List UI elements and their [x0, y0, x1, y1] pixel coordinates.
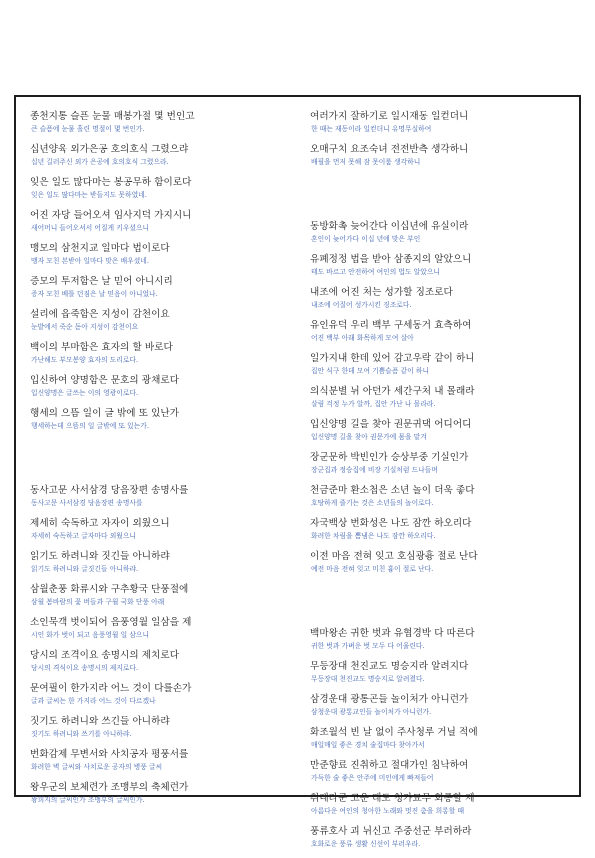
verse-translation: 화려한 벽 글씨와 사치로운 공자의 병풍 글씨	[31, 763, 163, 771]
verse-translation: 자세히 숙독하고 글자마다 외웠으니	[31, 532, 136, 540]
verse-translation: 가난해도 부모봉양 효자의 도리로다.	[31, 356, 139, 364]
verse-line: 풍류호사 괴 뉘신고 주중선군 부러하라	[310, 826, 472, 837]
verse-entry	[30, 176, 302, 209]
verse-entry	[30, 781, 302, 814]
verse-entry	[30, 374, 302, 407]
verse-line: 백이의 부마함은 효자의 할 바로다	[30, 342, 173, 353]
verse-translation: 입신양명 길을 찾아 권문가에 몸을 맡겨	[311, 433, 427, 441]
verse-entry	[310, 550, 570, 583]
verse-entry	[30, 583, 302, 616]
verse-translation: 귀한 벗과 가벼운 벗 모두 다 어울린다.	[311, 642, 425, 650]
verse-line: 장군문하 박빈인가 승상부중 기실인가	[310, 452, 469, 463]
verse-entry	[310, 385, 570, 418]
verse-translation: 당시의 격식이요 송명시의 제지로다.	[31, 664, 139, 672]
verse-translation: 장군집과 정승집에 비장 기실처럼 드나들며	[311, 466, 438, 474]
verse-translation: 한 때는 재동이라 일컫더니 유명무실하여	[311, 125, 432, 133]
verse-entry	[30, 275, 302, 308]
verse-translation: 십년 길러주신 외가 은공에 호의호식 그렸으라.	[31, 158, 169, 166]
verse-translation: 입신양명은 글쓰는 이의 영광이로다.	[31, 389, 139, 397]
verse-line: 무등장대 천진교도 명승지라 알려지다	[310, 661, 469, 672]
verse-entry	[30, 341, 302, 374]
verse-line: 입신양명 길을 찾아 권문귀댁 어디어디	[310, 419, 472, 430]
verse-entry	[310, 253, 570, 286]
verse-line: 삼월춘풍 화류시와 구추황국 단풍절에	[30, 584, 189, 595]
verse-translation: 왕희지의 글씨인가 조맹부의 글씨인가.	[31, 796, 145, 804]
verse-translation: 시인 화가 벗이 되고 음풍영월 일 삼으니	[31, 631, 150, 639]
verse-line: 여러가지 잘하기로 일시재동 일컫더니	[310, 111, 469, 122]
verse-translation: 무등장대 천진교도 명승지로 알려졌다.	[311, 675, 425, 683]
verse-line: 읽기도 하려니와 짓긴들 아니하랴	[30, 551, 170, 562]
verse-entry	[310, 660, 570, 693]
verse-entry	[30, 649, 302, 682]
verse-line: 이전 마음 전혀 잊고 호심광흉 절로 난다	[310, 551, 478, 562]
verse-entry	[30, 242, 302, 275]
verse-line: 번화감제 무변서와 사치공자 평풍서를	[30, 749, 189, 760]
verse-line: 증모의 투저함은 날 믿어 아니시리	[30, 276, 173, 287]
verse-translation: 동사고문 사서삼경 당음장편 송명사를	[31, 499, 143, 507]
verse-line: 입신하여 양명함은 문호의 광채로다	[30, 375, 180, 386]
left-column	[30, 110, 302, 814]
verse-translation: 내조에 어질어 성가시킨 징조로다.	[311, 301, 412, 309]
verse-entry	[310, 110, 570, 143]
verse-line: 당시의 조격이요 송명시의 제치로다	[30, 650, 180, 661]
verse-line: 십년양육 외가은공 호의호식 그렸으랴	[30, 144, 189, 155]
verse-line: 유폐정정 법을 받아 삼종지의 알았으니	[310, 254, 472, 265]
verse-translation: 매일매일 좋은 경치 술집마다 찾아가서	[311, 741, 425, 749]
verse-translation: 예전 마음 전혀 잊고 미친 흉이 절로 난다.	[311, 565, 434, 573]
verse-entry	[310, 759, 570, 792]
verse-translation: 글과 글씨는 한 가지라 어느 것이 다르겠나	[31, 697, 156, 705]
verse-entry	[310, 693, 570, 726]
verse-translation: 호탕하게 즐기는 것은 소년들의 놀이로다.	[311, 499, 434, 507]
verse-translation: 태도 바르고 안전하여 여인의 법도 알았으니	[311, 268, 440, 276]
verse-line: 짓기도 하려니와 쓰긴들 아니하랴	[30, 716, 170, 727]
verse-line: 의식분별 뉘 아던가 세간구처 내 몰래라	[310, 386, 475, 397]
verse-line: 동방화촉 늦어간다 이십년에 유실이라	[310, 221, 469, 232]
verse-line: 맹모의 삼천지교 일마다 법이로다	[30, 243, 170, 254]
verse-entry	[30, 550, 302, 583]
verse-entry	[310, 143, 570, 176]
verse-entry	[30, 484, 302, 517]
verse-line: 행세의 으뜸 일이 글 밖에 또 있난가	[30, 408, 180, 419]
verse-translation: 화려한 차림을 뽐냄은 나도 잠깐 하오리다.	[311, 532, 436, 540]
verse-line: 취대라군 고운 태도 청가묘무 회롱할 제	[310, 793, 475, 804]
verse-line: 종천지통 슬픈 눈물 매봉가절 몇 번인고	[30, 111, 195, 122]
verse-line: 소인묵객 벗이되어 음풍영월 일삼을 제	[30, 617, 192, 628]
verse-line: 화조월석 빈 날 없이 주사청루 거닐 적에	[310, 727, 478, 738]
verse-line: 오매구치 요조숙녀 전전반측 생각하니	[310, 144, 469, 155]
verse-line: 만준향료 진취하고 절대가인 침낙하여	[310, 760, 469, 771]
verse-line: 왕우군의 보체련가 조맹부의 축체런가	[30, 782, 189, 793]
verse-line: 동사고문 사서삼경 당음장편 송명사를	[30, 485, 189, 496]
verse-line: 천금준마 환소첩은 소년 놀이 더욱 좋다	[310, 485, 475, 496]
verse-translation: 짓기도 하려니와 쓰기를 아니하랴.	[31, 730, 132, 738]
verse-translation: 삼월 봄바람의 꽃 버들과 구월 국화 단풍 아래	[31, 598, 165, 606]
verse-line: 문여필이 한가지라 어느 것이 다를손가	[30, 683, 192, 694]
verse-translation: 아름다운 여인의 청아한 노래와 멋진 춤을 희롱할 때	[311, 807, 465, 815]
verse-translation: 배필을 먼저 못해 잠 못이룸 생각하니	[311, 158, 421, 166]
verse-entry	[30, 748, 302, 781]
verse-line: 내조에 어진 처는 성가할 징조로다	[310, 287, 453, 298]
verse-line: 백마왕손 귀한 벗과 유협경박 다 따른다	[310, 628, 475, 639]
verse-entry	[30, 308, 302, 341]
verse-entry	[310, 517, 570, 550]
verse-line: 제세히 숙독하고 자자이 외웠으니	[30, 518, 170, 529]
verse-translation: 증자 모친 베틀 던짐은 날 믿음이 아니었나.	[31, 290, 158, 298]
verse-translation: 가득한 술 좋은 안주에 미인에게 빠져들어	[311, 774, 434, 782]
verse-line: 일가지내 한데 있어 감고우락 같이 하니	[310, 353, 475, 364]
stanza-gap	[310, 583, 570, 627]
verse-entry	[310, 352, 570, 385]
verse-entry	[30, 715, 302, 748]
verse-translation: 혼인이 늦어가다 이십 년에 맞은 부인	[311, 235, 421, 243]
verse-translation: 맹자 모친 본받아 일마다 맞은 배우셨네.	[31, 257, 150, 265]
verse-entry	[30, 110, 302, 143]
verse-translation: 눈밭에서 죽순 돋아 지성이 감천이요	[31, 323, 139, 331]
verse-translation: 살림 걱정 누가 알까, 집안 가난 나 몰라라.	[311, 400, 436, 408]
verse-entry	[310, 484, 570, 517]
verse-entry	[30, 143, 302, 176]
verse-line: 설리에 읍죽함은 지성이 감천이요	[30, 309, 170, 320]
verse-entry	[310, 627, 570, 660]
verse-line: 자국백상 번화성은 나도 잠깐 하오리다	[310, 518, 472, 529]
verse-translation: 집안 식구 한데 모여 기쁨슬픔 같이 하니	[311, 367, 430, 375]
verse-translation: 삼청운대 광통교인들 놀이처가 아니런가.	[311, 708, 432, 716]
verse-translation: 행세하는데 으뜸의 일 글밖에 또 있는가.	[31, 422, 150, 430]
verse-line: 유인유덕 우리 백부 구세동거 효측하여	[310, 320, 472, 331]
verse-entry	[310, 220, 570, 253]
stanza-gap	[30, 440, 302, 484]
verse-entry	[310, 792, 570, 825]
verse-translation: 호화로운 풍류 생활 신선이 부러우라.	[311, 840, 421, 848]
verse-translation: 큰 슬픔에 눈물 흘린 명절이 몇 번인가.	[31, 125, 145, 133]
verse-entry	[310, 451, 570, 484]
verse-line: 어진 자당 들어오셔 임사지덕 가지시니	[30, 210, 192, 221]
verse-entry	[310, 418, 570, 451]
right-column	[310, 110, 570, 858]
verse-entry	[30, 682, 302, 715]
verse-entry	[310, 825, 570, 858]
verse-translation: 잊은 일도 많다마는 받들지도 못하였네.	[31, 191, 147, 199]
verse-translation: 읽기도 하려니와 글짓긴들 아니하랴.	[31, 565, 139, 573]
verse-entry	[30, 616, 302, 649]
verse-entry	[30, 209, 302, 242]
verse-entry	[310, 319, 570, 352]
verse-line: 삼경운대 광통곤들 놀이처가 아니런가	[310, 694, 469, 705]
stanza-gap	[310, 176, 570, 220]
verse-entry	[310, 286, 570, 319]
verse-line: 잊은 일도 많다마는 봉공무하 함이로다	[30, 177, 192, 188]
verse-entry	[30, 407, 302, 440]
verse-translation: 새어머니 들어오셔서 어질게 키우셨으니	[31, 224, 150, 232]
verse-entry	[310, 726, 570, 759]
verse-entry	[30, 517, 302, 550]
verse-translation: 어진 백부 아래 화목하게 모여 살아	[311, 334, 414, 342]
